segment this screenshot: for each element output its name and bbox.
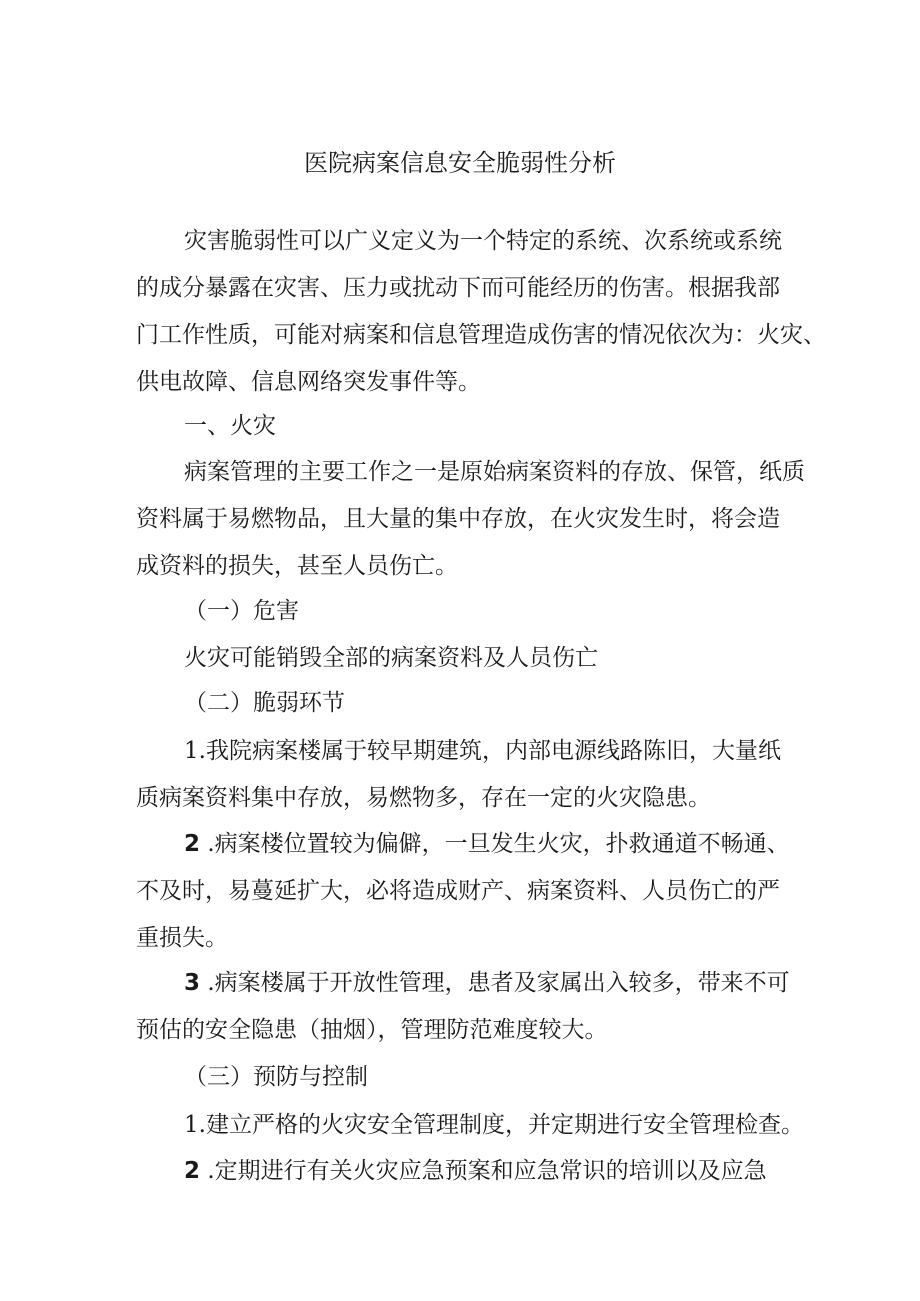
weak-item-2-line-3: 重损失。 xyxy=(136,925,228,951)
subsection-harm-body: 火灾可能销毁全部的病案资料及人员伤亡 xyxy=(184,645,598,671)
weak-item-1-line-1: 1.我院病案楼属于较早期建筑，内部电源线路陈旧，大量纸 xyxy=(184,738,781,764)
intro-paragraph xyxy=(136,218,826,406)
weak-item-2-text: .病案楼位置较为偏僻，一旦发生火灾，扑救通道不畅通、 xyxy=(207,831,790,857)
subsection-harm xyxy=(136,588,808,682)
weak-item-2 xyxy=(136,821,808,962)
subsection-prevention-heading: （三）预防与控制 xyxy=(184,1064,368,1090)
weak-item-2-line-2: 不及时，易蔓延扩大，必将造成财产、病案资料、人员伤亡的严 xyxy=(136,878,780,904)
weak-item-3-line-1 xyxy=(136,960,808,1007)
intro-line-1: 灾害脆弱性可以广义定义为一个特定的系统、次系统或系统 xyxy=(184,228,782,254)
weak-item-3 xyxy=(136,960,808,1054)
section-heading-fire xyxy=(136,403,808,450)
weak-item-1 xyxy=(136,728,808,822)
subsection-weak-heading: （二）脆弱环节 xyxy=(184,690,345,716)
weak-item-3-line-2: 预估的安全隐患（抽烟），管理防范难度较大。 xyxy=(136,1017,608,1043)
prevention-item-1-text: 1.建立严格的火灾安全管理制度，并定期进行安全管理检查。 xyxy=(184,1112,804,1138)
fire-line-2: 资料属于易燃物品，且大量的集中存放，在火灾发生时，将会造 xyxy=(136,506,780,532)
weak-item-1-line-2: 质病案资料集中存放，易燃物多，存在一定的火灾隐患。 xyxy=(136,785,711,811)
prevention-item-2-text: .定期进行有关火灾应急预案和应急常识的培训以及应急 xyxy=(207,1158,767,1184)
document-title: 医院病案信息安全脆弱性分析 xyxy=(304,149,616,177)
intro-line-3: 门工作性质，可能对病案和信息管理造成伤害的情况依次为：火灾、 xyxy=(136,322,826,348)
intro-line-4: 供电故障、信息网络突发事件等。 xyxy=(136,369,481,395)
prevention-item-1 xyxy=(136,1102,808,1149)
section-fire-paragraph xyxy=(136,449,808,590)
subsection-prevention xyxy=(136,1054,808,1101)
subsection-weak-points xyxy=(136,680,808,727)
item-number: 2 xyxy=(184,1158,201,1184)
prevention-item-2 xyxy=(136,1148,808,1195)
weak-item-2-line-1 xyxy=(136,821,808,868)
subsection-harm-heading: （一）危害 xyxy=(184,598,299,624)
fire-line-1: 病案管理的主要工作之一是原始病案资料的存放、保管，纸质 xyxy=(184,459,805,485)
item-number: 2 xyxy=(184,831,201,857)
weak-item-3-text: .病案楼属于开放性管理，患者及家属出入较多，带来不可 xyxy=(207,970,790,996)
section-heading-text: 一、火灾 xyxy=(184,413,276,439)
item-number: 3 xyxy=(184,970,201,996)
fire-line-3: 成资料的损失，甚至人员伤亡。 xyxy=(136,553,458,579)
intro-line-2: 的成分暴露在灾害、压力或扰动下而可能经历的伤害。根据我部 xyxy=(136,275,780,301)
prevention-item-2-line-1 xyxy=(136,1148,808,1195)
